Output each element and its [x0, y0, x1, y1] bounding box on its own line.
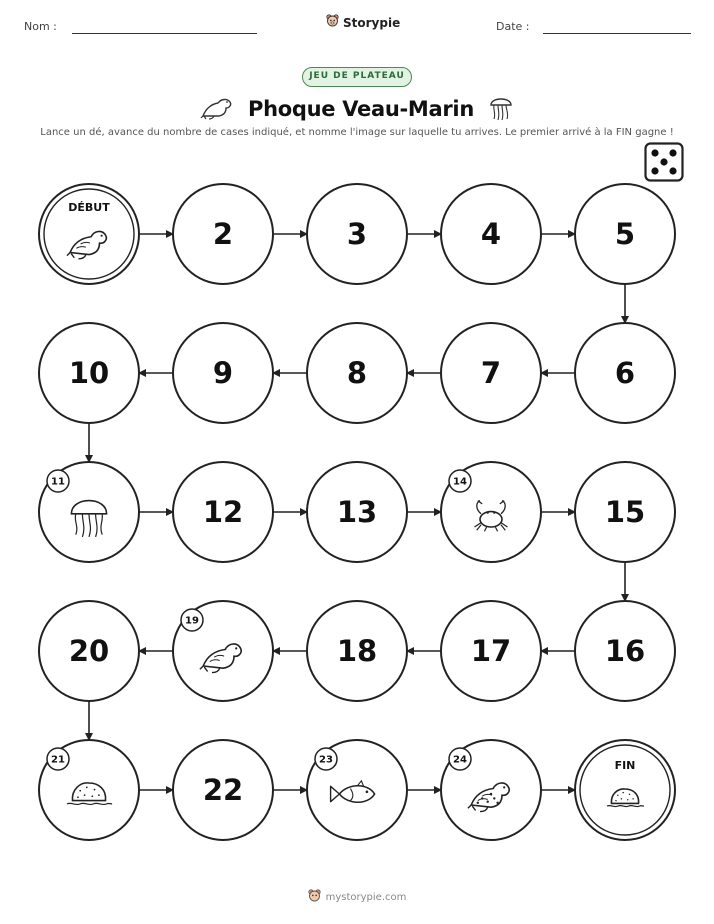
start-cell	[39, 184, 139, 284]
board-cell-17	[441, 601, 541, 701]
board-cell-21	[39, 740, 139, 840]
brand-name: Storypie	[343, 15, 401, 30]
cell-number: 23	[319, 754, 333, 766]
board-cell-20	[39, 601, 139, 701]
cell-number: 12	[202, 495, 244, 529]
cell-circle	[39, 184, 139, 284]
board-cell-24	[441, 740, 541, 840]
page-title: Phoque Veau-Marin	[248, 97, 474, 121]
finish-label: FIN	[614, 759, 636, 772]
board-cell-13	[307, 462, 407, 562]
cell-number: 18	[336, 634, 378, 668]
board-cell-15	[575, 462, 675, 562]
board-cell-19	[173, 601, 273, 701]
board-cell-9	[173, 323, 273, 423]
board-cell-16	[575, 601, 675, 701]
cell-number: 9	[212, 356, 234, 390]
cell-number: 11	[51, 476, 65, 488]
board-cell-11	[39, 462, 139, 562]
cell-number: 17	[470, 634, 512, 668]
footer-url: mystorypie.com	[325, 892, 407, 903]
board-cell-5	[575, 184, 675, 284]
start-label: DÉBUT	[68, 201, 110, 214]
cell-number: 22	[202, 773, 244, 807]
instructions-text: Lance un dé, avance du nombre de cases indiqué, et nomme l'image sur laquelle tu arrives. Le premier arrivé à la FIN gagne !	[40, 127, 674, 138]
board-cell-14	[441, 462, 541, 562]
cell-number: 15	[604, 495, 646, 529]
board-cell-12	[173, 462, 273, 562]
board-cell-2	[173, 184, 273, 284]
board-cell-22	[173, 740, 273, 840]
footer	[0, 889, 714, 906]
cell-number: 10	[68, 356, 110, 390]
cell-circle	[575, 740, 675, 840]
cell-number: 8	[346, 356, 368, 390]
name-label: Nom :	[24, 20, 57, 33]
board-cell-3	[307, 184, 407, 284]
cell-number: 16	[604, 634, 646, 668]
cell-number: 19	[185, 615, 199, 627]
cell-number: 21	[51, 754, 65, 766]
game-type-badge: JEU DE PLATEAU	[302, 67, 412, 87]
cell-number: 24	[453, 754, 467, 766]
board-cell-7	[441, 323, 541, 423]
cell-number: 2	[212, 217, 234, 251]
finish-cell	[575, 740, 675, 840]
cell-number: 4	[480, 217, 502, 251]
bear-mascot-icon	[308, 889, 321, 906]
cell-number: 14	[453, 476, 467, 488]
board-cell-8	[307, 323, 407, 423]
date-label: Date :	[496, 20, 530, 33]
board-cell-18	[307, 601, 407, 701]
cell-number: 7	[480, 356, 502, 390]
board-cell-23	[307, 740, 407, 840]
cell-number: 20	[68, 634, 110, 668]
cell-number: 3	[346, 217, 368, 251]
board-cell-4	[441, 184, 541, 284]
cell-number: 13	[336, 495, 378, 529]
board-cell-10	[39, 323, 139, 423]
cell-number: 6	[614, 356, 636, 390]
board-cell-6	[575, 323, 675, 423]
cell-number: 5	[614, 217, 636, 251]
